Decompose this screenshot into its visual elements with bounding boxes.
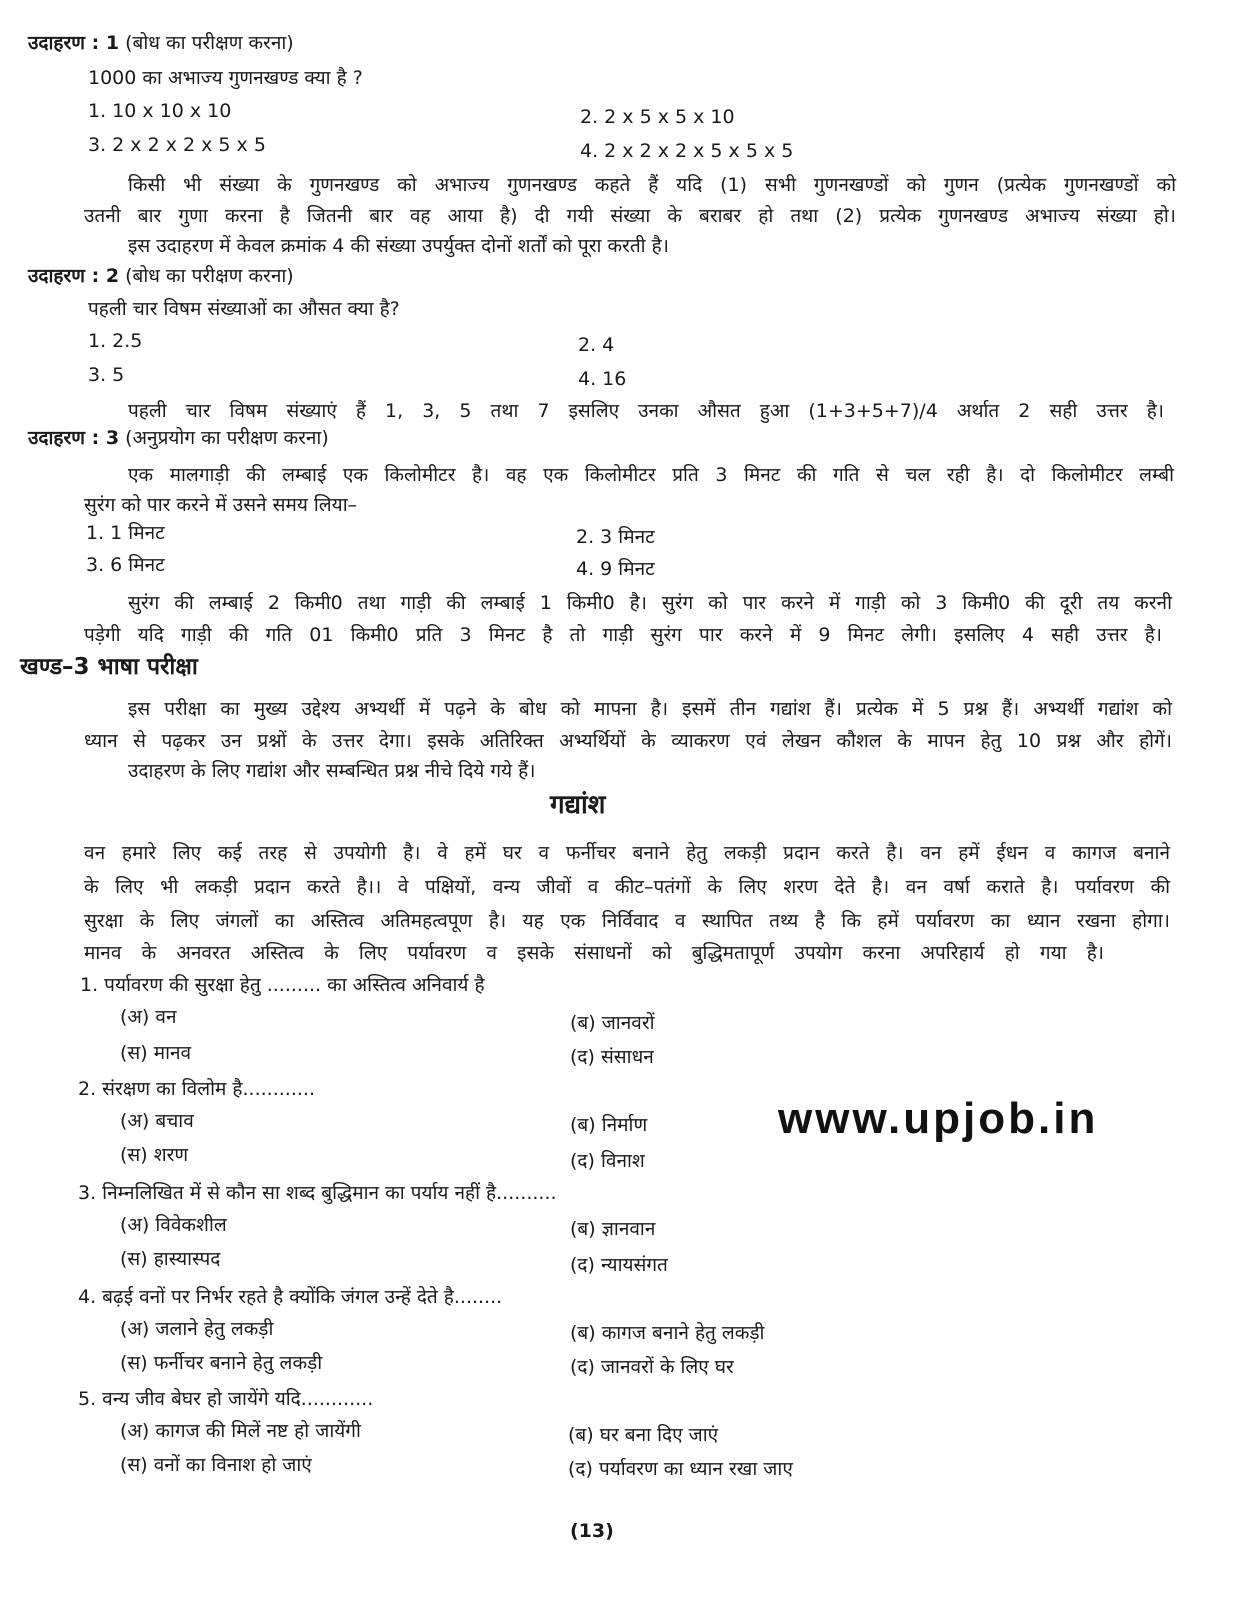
example-3-heading [28, 425, 329, 451]
option: (ब) कागज बनाने हेतु लकड़ी [570, 1322, 765, 1344]
option: (द) विनाश [570, 1150, 645, 1172]
option: 3. 6 मिनट [86, 554, 165, 576]
question: 5. वन्य जीव बेघर हो जायेंगे यदि............ [78, 1388, 374, 1410]
passage-title: गद्यांश [550, 790, 606, 820]
option: (स) शरण [120, 1144, 189, 1166]
example-1-heading [28, 30, 294, 56]
option: 4. 9 मिनट [576, 558, 655, 580]
explanation-line: किसी भी संख्या के गुणनखण्ड को अभाज्य गुणनखण्ड कहते हैं यदि (1) सभी गुणनखण्डों को गुणन (प्रत्येक गुणनखण्डों को [128, 174, 1176, 196]
heading-label: उदाहरण : 2 [28, 265, 120, 287]
option: (द) जानवरों के लिए घर [570, 1356, 734, 1378]
heading-type: (अनुप्रयोग का परीक्षण करना) [125, 427, 329, 449]
passage-line: वन हमारे लिए कई तरह से उपयोगी है। वे हमें घर व फर्नीचर बनाने हेतु लकड़ी प्रदान करते है। वन हमें ईधन व कागज बनाने [84, 842, 1170, 864]
option: (ब) घर बना दिए जाएं [568, 1424, 719, 1446]
question-line: सुरंग को पार करने में उसने समय लिया– [84, 494, 358, 516]
option: 1. 2.5 [88, 330, 143, 352]
intro-line: उदाहरण के लिए गद्यांश और सम्बन्धित प्रश्न नीचे दिये गये हैं। [128, 760, 536, 782]
option: 2. 3 मिनट [576, 526, 655, 548]
passage-line: के लिए भी लकड़ी प्रदान करते है।। वे पक्षियों, वन्य जीवों व कीट–पतंगों के लिए शरण देते है। वन वर्षा कराते है। पर्यावरण की [84, 876, 1170, 898]
question: 3. निम्नलिखित में से कौन सा शब्द बुद्धिमान का पर्याय नहीं है.......... [78, 1182, 557, 1204]
option: (स) वनों का विनाश हो जाएं [120, 1454, 312, 1476]
option: (ब) ज्ञानवान [570, 1218, 656, 1240]
option: (द) पर्यावरण का ध्यान रखा जाए [568, 1458, 793, 1480]
section-heading: खण्ड–3 भाषा परीक्षा [20, 654, 198, 680]
explanation-line: इस उदाहरण में केवल क्रमांक 4 की संख्या उपर्युक्त दोनों शर्तों को पूरा करती है। [128, 235, 669, 257]
option: (ब) निर्माण [570, 1114, 648, 1136]
option: (द) संसाधन [570, 1046, 654, 1068]
passage-line: सुरक्षा के लिए जंगलों का अस्तित्व अतिमहत्वपूण है। यह एक निर्विवाद व स्थापित तथ्य है कि हमें पर्यावरण का ध्यान रखना होगा। [84, 910, 1170, 932]
intro-line: ध्यान से पढ़कर उन प्रश्नों के उत्तर देगा। इसके अतिरिक्त अभ्यर्थियों के व्याकरण एवं लेखन कौशल के मापन हेतु 10 प्रश्न और होगें। [84, 730, 1172, 752]
explanation-line: पड़ेगी यदि गाड़ी की गति 01 किमी0 प्रति 3 मिनट है तो गाड़ी सुरंग पार करने में 9 मिनट लेगी। इसलिए 4 सही उत्तर है। [84, 624, 1162, 646]
question: 1000 का अभाज्य गुणनखण्ड क्या है ? [88, 67, 363, 89]
option: 3. 2 x 2 x 2 x 5 x 5 [88, 134, 266, 156]
explanation-line: सुरंग की लम्बाई 2 किमी0 तथा गाड़ी की लम्बाई 1 किमी0 है। सुरंग को पार करने में गाड़ी को 3 किमी0 की दूरी तय करनी [128, 592, 1172, 614]
explanation-line: उतनी बार गुणा करना है जितनी बार वह आया है) दी गयी संख्या के बराबर हो तथा (2) प्रत्येक गुणनखण्ड अभाज्य संख्या हो। [84, 205, 1176, 227]
option: (अ) वन [120, 1006, 177, 1028]
passage-line: मानव के अनवरत अस्तित्व के लिए पर्यावरण व इसके संसाधनों को बुद्धिमतापूर्ण उपयोग करना अपरिहार्य हो गया है। [84, 942, 1104, 964]
option: 2. 4 [578, 334, 615, 356]
option: 1. 10 x 10 x 10 [88, 100, 232, 122]
intro-line: इस परीक्षा का मुख्य उद्देश्य अभ्यर्थी में पढ़ने के बोध को मापना है। इसमें तीन गद्यांश हैं। प्रत्येक में 5 प्रश्न हैं। अभ्यर्थी गद्यांश को [128, 698, 1172, 720]
question: पहली चार विषम संख्याओं का औसत क्या है? [88, 298, 400, 320]
option: 1. 1 मिनट [86, 522, 165, 544]
option: (ब) जानवरों [570, 1012, 655, 1034]
example-2-heading [28, 263, 294, 289]
question: 4. बढ़ई वनों पर निर्भर रहते है क्योंकि जंगल उन्हें देते है........ [78, 1286, 503, 1308]
option: 4. 2 x 2 x 2 x 5 x 5 x 5 [580, 140, 794, 162]
option: 4. 16 [578, 368, 627, 390]
question: 1. पर्यावरण की सुरक्षा हेतु ......... का अस्तित्व अनिवार्य है [80, 974, 485, 996]
watermark: www.upjob.in [778, 1094, 1099, 1143]
heading-label: उदाहरण : 1 [28, 32, 120, 54]
option: 2. 2 x 5 x 5 x 10 [580, 106, 735, 128]
question: 2. संरक्षण का विलोम है............ [78, 1078, 315, 1100]
page-number: (13) [570, 1520, 614, 1542]
heading-label: उदाहरण : 3 [28, 427, 120, 449]
heading-type: (बोध का परीक्षण करना) [125, 265, 294, 287]
option: (द) न्यायसंगत [570, 1254, 668, 1276]
option: (स) हास्यास्पद [120, 1248, 221, 1270]
option: (अ) बचाव [120, 1110, 194, 1132]
explanation-line: पहली चार विषम संख्याएं हैं 1, 3, 5 तथा 7 इसलिए उनका औसत हुआ (1+3+5+7)/4 अर्थात 2 सही उत्तर है। [128, 400, 1164, 422]
option: 3. 5 [88, 364, 125, 386]
option: (अ) कागज की मिलें नष्ट हो जायेंगी [120, 1420, 361, 1442]
option: (स) फर्नीचर बनाने हेतु लकड़ी [120, 1352, 323, 1374]
question-line: एक मालगाड़ी की लम्बाई एक किलोमीटर है। वह एक किलोमीटर प्रति 3 मिनट की गति से चल रही है। दो किलोमीटर लम्बी [128, 464, 1174, 486]
heading-type: (बोध का परीक्षण करना) [125, 32, 294, 54]
option: (अ) विवेकशील [120, 1214, 227, 1236]
option: (अ) जलाने हेतु लकड़ी [120, 1318, 274, 1340]
option: (स) मानव [120, 1042, 192, 1064]
